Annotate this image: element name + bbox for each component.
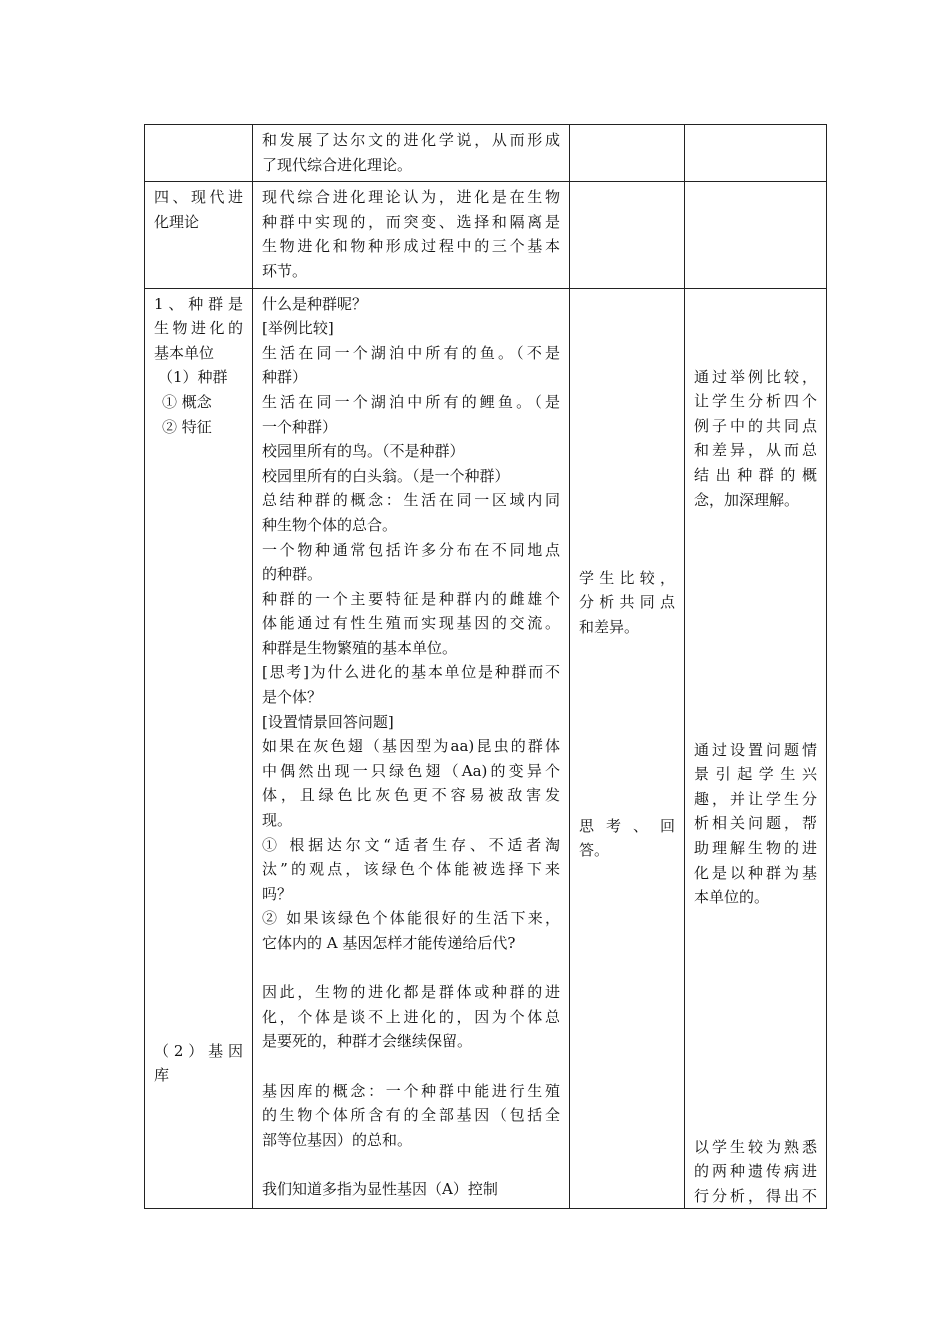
text-line: 景引起学生兴 [694,765,817,784]
content-cell [253,182,570,288]
table-row [145,288,827,1208]
text-line: 通过设置问题情 [694,740,817,759]
text-line: 学生比较， [579,568,675,587]
text-line: 我们知道多指为显性基因（A）控制 [262,1179,498,1198]
text-line: 体能通过有性生殖而实现基因的交流。 [262,614,560,633]
text-line: 例子中的共同点 [694,416,817,435]
table-row [145,182,827,288]
section-heading-line: 1、种群是 [154,294,243,313]
text-line: 析相关问题，帮 [694,814,817,833]
section-cell [145,125,253,182]
section-title-line: 四、现代进 [154,188,243,207]
text-line: 趣，并让学生分 [694,789,817,808]
design-intent-cell [685,182,827,288]
text-line: 中偶然出现一只绿色翅（Aa)的变异个 [262,761,560,780]
text-line: 校园里所有的鸟。（不是种群） [262,442,465,461]
text-line: 吗？ [262,884,293,903]
text-line: 生活在同一个湖泊中所有的鲤鱼。（是 [262,392,560,411]
blank-line [262,1152,560,1177]
text-line: 思考、回 [579,816,675,835]
text-line: [举例比较] [262,319,334,338]
text-line: 了现代综合进化理论。 [262,155,413,174]
text-line: 什么是种群呢？ [262,294,368,313]
text-line: 是个体？ [262,688,323,707]
blank-line [262,956,560,981]
text-line: 化是以种群为基 [694,863,817,882]
text-line: 本单位的。 [694,888,770,907]
text-line: 和差异，从而总 [694,441,817,460]
text-line: 种群是生物繁殖的基本单位。 [262,638,458,657]
text-line: 一个种群） [262,417,338,436]
section-title-line: 化理论 [154,212,200,231]
design-intent-cell [685,288,827,1208]
section-heading-line: 基本单位 [154,343,215,362]
student-activity-cell [570,288,685,1208]
text-line: 校园里所有的白头翁。（是一个种群） [262,466,510,485]
text-line: 如果在灰色翅（基因型为aa)昆虫的群体 [262,737,560,756]
text-line: 现代综合进化理论认为，进化是在生物 [262,188,560,207]
text-line: 念，加深理解。 [694,490,800,509]
text-line: 一个物种通常包括许多分布在不同地点 [262,540,560,559]
text-line: 是要死的，种群才会继续保留。 [262,1032,473,1051]
text-line: 助理解生物的进 [694,838,817,857]
text-line: [设置情景回答问题] [262,712,394,731]
subsection-title: （2）基因 [154,1041,243,1060]
text-line: 基因库的概念：一个种群中能进行生殖 [262,1081,560,1100]
text-line: 分析共同点 [579,593,675,612]
text-line: 它体内的 A 基因怎样才能传递给后代? [262,934,516,952]
text-line: 通过举例比较， [694,367,817,386]
section-cell [145,288,253,1208]
outline-point: ② 特征 [162,417,212,436]
text-line: 的种群。 [262,565,323,584]
text-line: 部等位基因）的总和。 [262,1130,413,1149]
student-activity-cell [570,182,685,288]
text-line: 环节。 [262,261,308,280]
text-line: 的生物个体所含有的全部基因（包括全 [262,1106,560,1125]
content-cell [253,125,570,182]
section-heading-line: 生物进化的 [154,319,243,338]
design-intent-cell [685,125,827,182]
subsection-title: （1）种群 [158,368,228,387]
text-line: 种群中实现的，而突变、选择和隔离是 [262,212,560,231]
text-line: 答。 [579,841,610,860]
text-line: 以学生较为熟悉 [694,1137,817,1156]
subsection-title: 库 [154,1066,170,1085]
text-line: 行分析，得出不 [694,1186,817,1205]
text-line: 生活在同一个湖泊中所有的鱼。（不是 [262,343,560,362]
text-line: 现。 [262,811,293,830]
text-line: 生物进化和物种形成过程中的三个基本 [262,237,560,256]
text-line: 让学生分析四个 [694,392,817,411]
content-cell [253,288,570,1208]
text-line: 总结种群的概念：生活在同一区域内同 [262,491,560,510]
text-line: 种群的一个主要特征是种群内的雌雄个 [262,589,560,608]
text-line: 和发展了达尔文的进化学说，从而形成 [262,131,560,149]
text-line: 化，个体是谈不上进化的，因为个体总 [262,1007,560,1026]
text-line: 和差异。 [579,617,640,636]
text-line: 种生物个体的总合。 [262,515,398,534]
blank-line [262,1054,560,1079]
text-line: ① 根据达尔文“适者生存、不适者淘 [262,835,560,854]
text-line: [思考]为什么进化的基本单位是种群而不 [262,663,560,682]
outline-point: ① 概念 [162,392,212,411]
text-line: 体，且绿色比灰色更不容易被敌害发 [262,786,560,805]
text-line: 因此，生物的进化都是群体或种群的进 [262,983,560,1002]
text-line: ② 如果该绿色个体能很好的生活下来， [262,909,560,928]
table-row [145,125,827,182]
section-cell [145,182,253,288]
text-line: 结出种群的概 [694,465,817,484]
student-activity-cell [570,125,685,182]
lesson-plan-table [144,124,827,1209]
text-line: 的两种遗传病进 [694,1162,817,1181]
text-line: 种群） [262,368,308,387]
text-line: 汰”的观点，该绿色个体能被选择下来 [262,860,560,879]
